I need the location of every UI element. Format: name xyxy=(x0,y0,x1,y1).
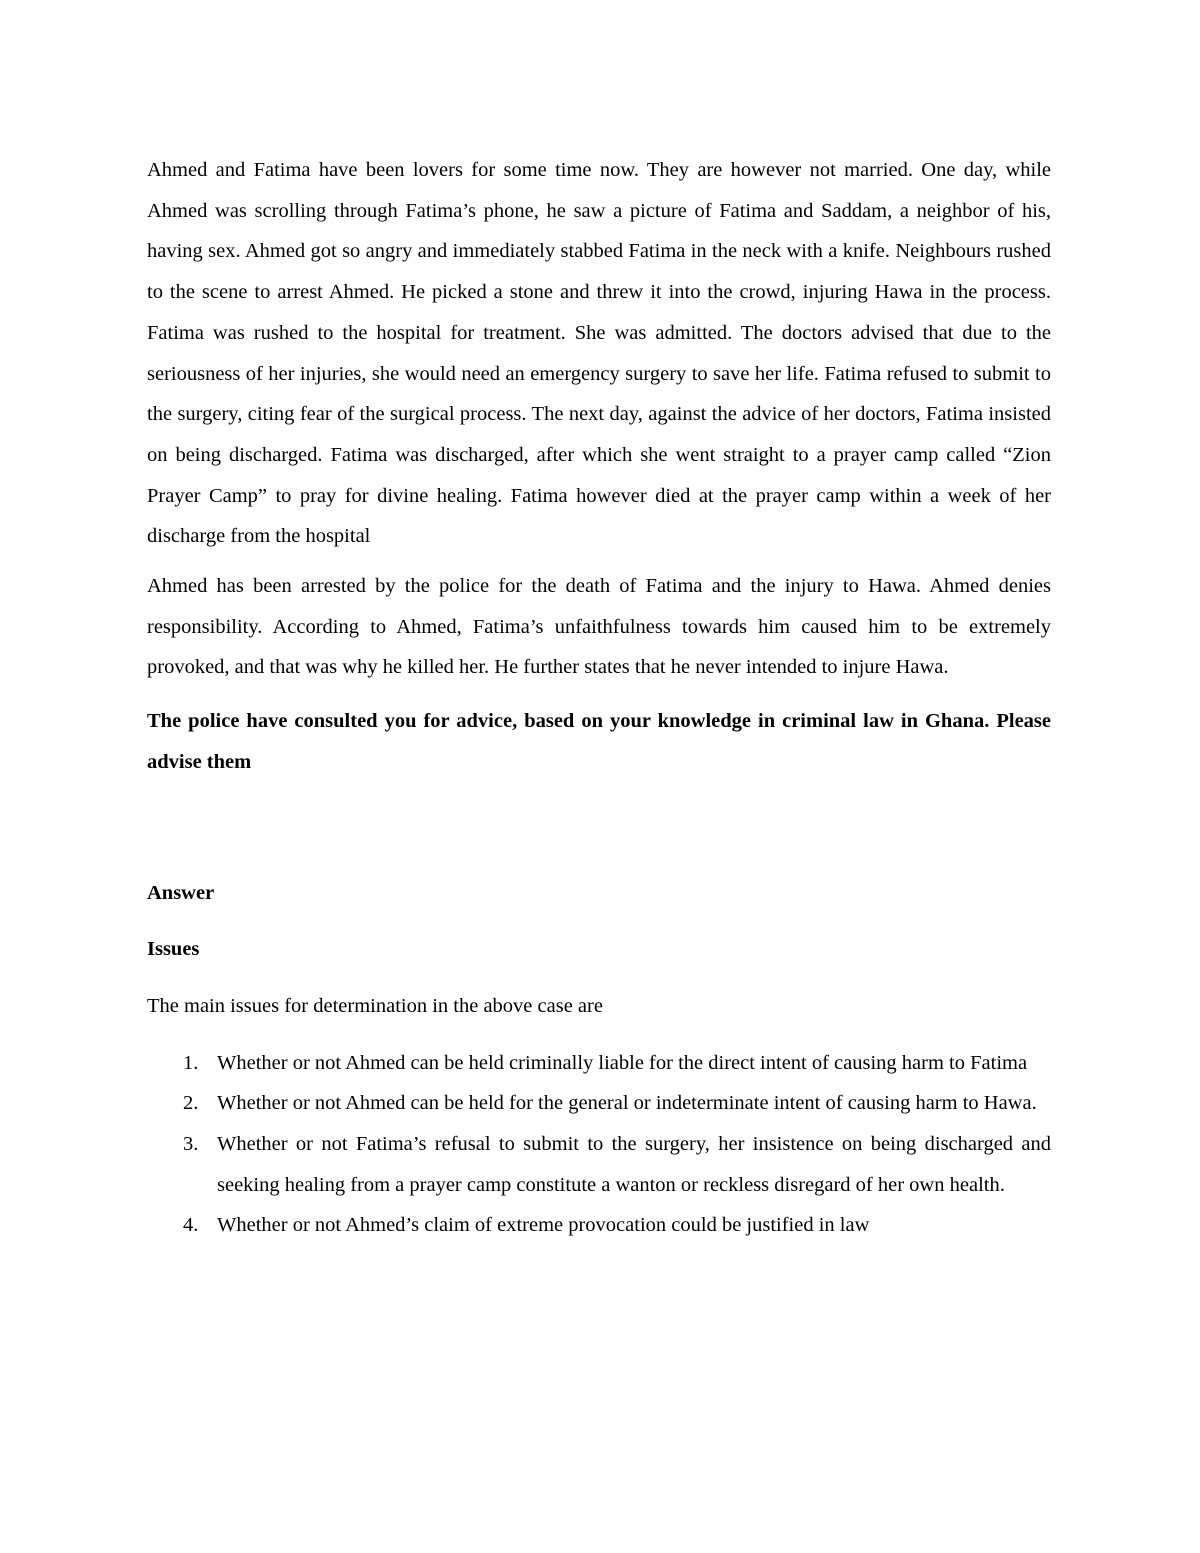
scenario-paragraph-1: Ahmed and Fatima have been lovers for some time now. They are however not married. One day, while Ahmed was scrolling through Fatima’s phone, he saw a picture of Fatima and Saddam, a neighbor of his, having sex. Ahmed got so angry and immediately stabbed Fatima in the neck with a knife. Neighbours rushed to the scene to arrest Ahmed. He picked a stone and threw it into the crowd, injuring Hawa in the process. Fatima was rushed to the hospital for treatment. She was admitted. The doctors advised that due to the seriousness of her injuries, she would need an emergency surgery to save her life. Fatima refused to submit to the surgery, citing fear of the surgical process. The next day, against the advice of her doctors, Fatima insisted on being discharged. Fatima was discharged, after which she went straight to a prayer camp called “Zion Prayer Camp” to pray for divine healing. Fatima however died at the prayer camp within a week of her discharge from the hospital xyxy=(147,159,1051,548)
issue-text-3: Whether or not Fatima’s refusal to submit to the surgery, her insistence on being discharged and seeking healing from a prayer camp constitute a wanton or reckless disregard of her own health. xyxy=(217,1133,1051,1196)
issue-item-2 xyxy=(147,1083,1051,1124)
issue-item-4 xyxy=(147,1205,1051,1246)
issue-text-4: Whether or not Ahmed’s claim of extreme provocation could be justified in law xyxy=(217,1214,870,1237)
issues-list xyxy=(147,1043,1051,1247)
scenario-paragraph-2: Ahmed has been arrested by the police for the death of Fatima and the injury to Hawa. Ahmed denies responsibility. According to Ahmed, Fatima’s unfaithfulness towards him caused him to be extremely provoked, and that was why he killed her. He further states that he never intended to injure Hawa. xyxy=(147,575,1051,679)
issue-text-1: Whether or not Ahmed can be held criminally liable for the direct intent of causing harm to Fatima xyxy=(217,1051,1028,1074)
issue-text-2: Whether or not Ahmed can be held for the general or indeterminate intent of causing harm to Hawa. xyxy=(217,1092,1037,1115)
issue-number-4: 4. xyxy=(183,1214,199,1237)
issue-number-2: 2. xyxy=(183,1092,199,1115)
document-body xyxy=(147,150,1051,1246)
question-prompt: The police have consulted you for advice, based on your knowledge in criminal law in Ghana. Please advise them xyxy=(147,710,1051,773)
issues-intro: The main issues for determination in the above case are xyxy=(147,994,603,1017)
issue-number-3: 3. xyxy=(183,1133,199,1156)
issue-item-3 xyxy=(147,1124,1051,1205)
issue-item-1 xyxy=(147,1043,1051,1084)
issues-heading: Issues xyxy=(147,938,200,961)
issue-number-1: 1. xyxy=(183,1051,199,1074)
answer-heading: Answer xyxy=(147,881,215,904)
